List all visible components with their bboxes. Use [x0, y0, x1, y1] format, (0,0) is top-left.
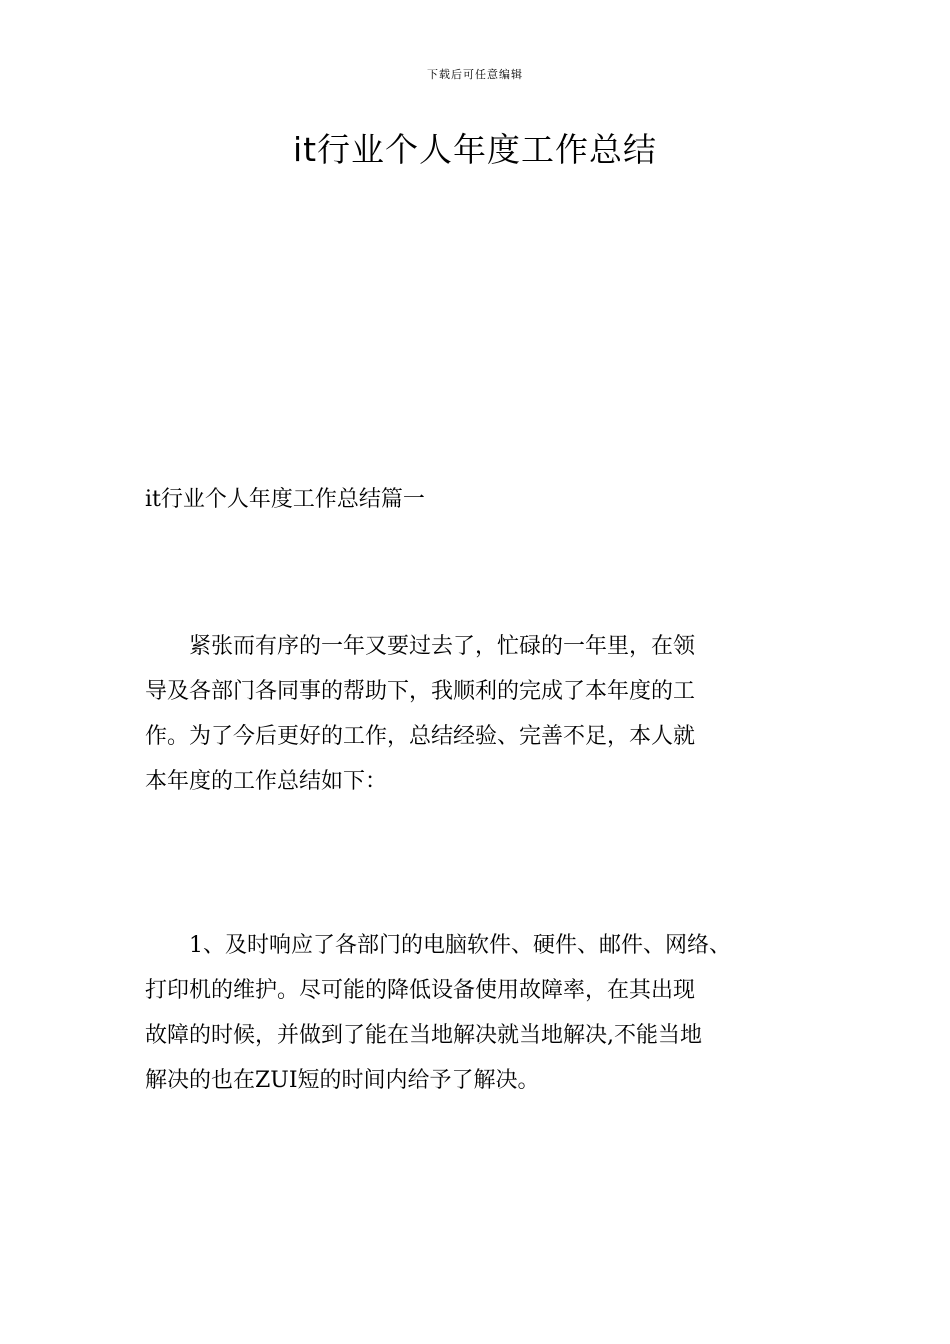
- paragraph-line: 故障的时候，并做到了能在当地解决就当地解决,不能当地: [145, 1023, 702, 1048]
- paragraph-line: 紧张而有序的一年又要过去了，忙碌的一年里，在领: [189, 634, 696, 659]
- paragraph-item-1: [145, 923, 835, 1103]
- document-title: it行业个人年度工作总结: [292, 130, 658, 169]
- header-note: 下载后可任意编辑: [427, 68, 523, 81]
- paragraph-line: 本年度的工作总结如下：: [145, 769, 388, 794]
- paragraph-intro: [145, 624, 835, 804]
- paragraph-line: 作。为了今后更好的工作，总结经验、完善不足，本人就: [145, 724, 696, 749]
- paragraph-line: 打印机的维护。尽可能的降低设备使用故障率，在其出现: [145, 978, 696, 1003]
- paragraph-line: 导及各部门各同事的帮助下，我顺利的完成了本年度的工: [145, 679, 696, 704]
- paragraph-line: 1、及时响应了各部门的电脑软件、硬件、邮件、网络、: [189, 933, 731, 958]
- section-heading: it行业个人年度工作总结篇一: [145, 487, 425, 512]
- paragraph-line: 解决的也在ZUI短的时间内给予了解决。: [145, 1068, 540, 1093]
